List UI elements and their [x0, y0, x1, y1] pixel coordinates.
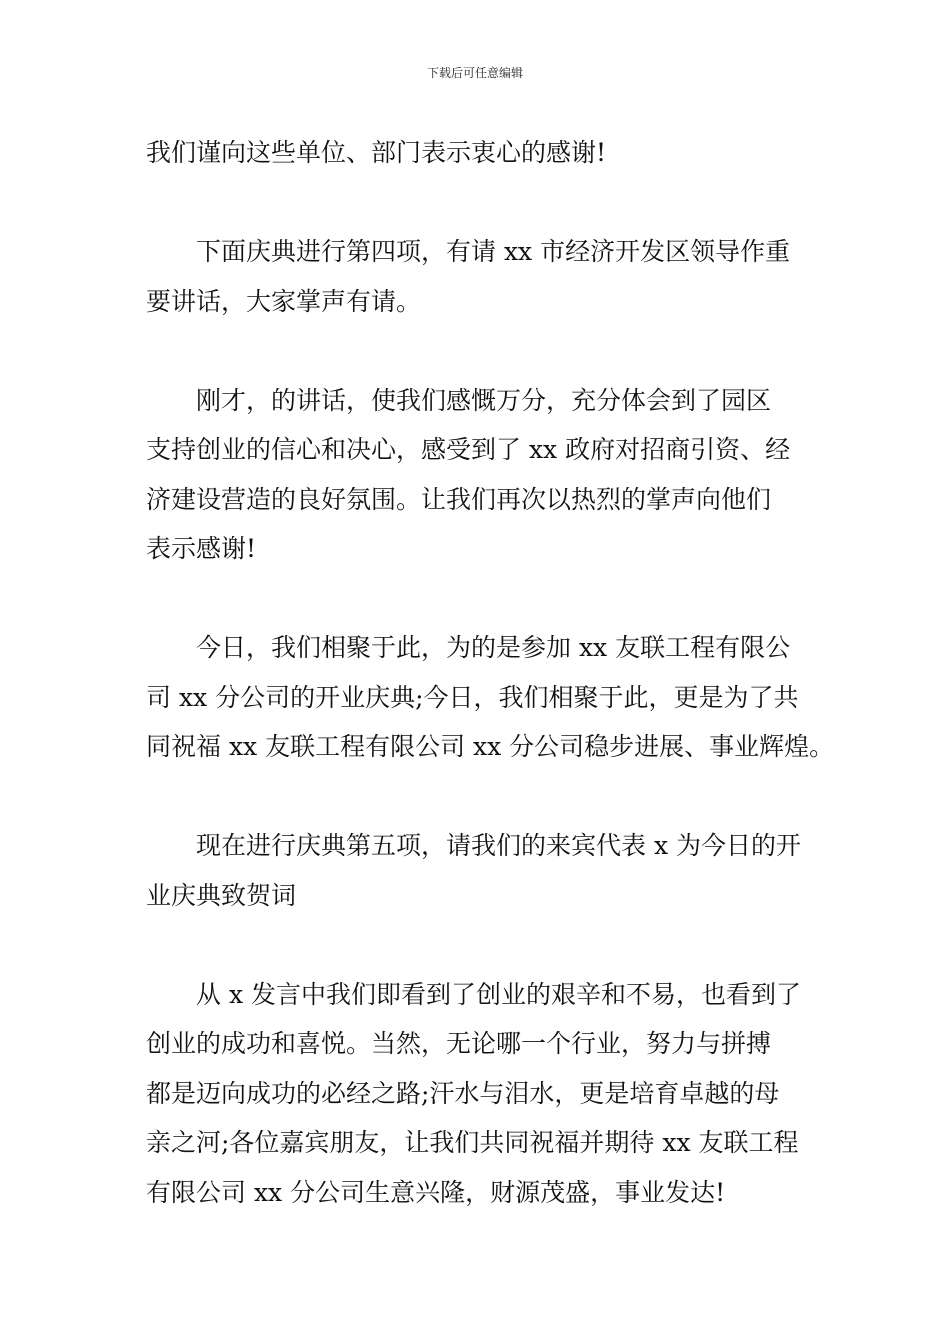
paragraph-4 [146, 623, 835, 772]
paragraph-1 [146, 128, 816, 178]
page-header [0, 64, 950, 82]
text-line: 下面庆典进行第四项，有请 xx 市经济开发区领导作重 [196, 237, 791, 266]
paragraph-5 [146, 821, 816, 920]
text-line: 创业的成功和喜悦。当然，无论哪一个行业，努力与拼搏 [146, 1029, 772, 1058]
text-line: 业庆典致贺词 [146, 880, 297, 910]
paragraph-3 [146, 376, 816, 574]
text-line: 支持创业的信心和决心，感受到了 xx 政府对招商引资、经 [146, 435, 791, 464]
text-line: 今日，我们相聚于此，为的是参加 xx 友联工程有限公 [196, 633, 791, 662]
paragraph-gap [146, 772, 816, 822]
text-line: 刚才，的讲话，使我们感慨万分，充分体会到了园区 [196, 385, 772, 415]
document-body [146, 128, 835, 1217]
text-line: 我们谨向这些单位、部门表示衷心的感谢! [146, 138, 607, 167]
paragraph-gap [146, 574, 816, 624]
text-line: 现在进行庆典第五项，请我们的来宾代表 x 为今日的开 [196, 831, 801, 860]
header-note: 下载后可任意编辑 [426, 66, 523, 80]
text-line: 同祝福 xx 友联工程有限公司 xx 分公司稳步进展、事业辉煌。 [146, 732, 835, 761]
paragraph-gap [146, 326, 816, 376]
paragraph-gap [146, 178, 816, 228]
text-line: 都是迈向成功的必经之路;汗水与泪水，更是培育卓越的母 [146, 1078, 780, 1108]
text-line: 亲之河;各位嘉宾朋友，让我们共同祝福并期待 xx 友联工程 [146, 1128, 799, 1157]
paragraph-gap [146, 920, 816, 970]
paragraph-2 [146, 227, 816, 326]
paragraph-6 [146, 970, 816, 1218]
text-line: 济建设营造的良好氛围。让我们再次以热烈的掌声向他们 [146, 484, 772, 514]
text-line: 有限公司 xx 分公司生意兴隆，财源茂盛，事业发达! [146, 1177, 726, 1207]
text-line: 司 xx 分公司的开业庆典;今日，我们相聚于此，更是为了共 [146, 682, 799, 712]
text-line: 要讲话，大家掌声有请。 [146, 286, 422, 316]
text-line: 从 x 发言中我们即看到了创业的艰辛和不易，也看到了 [196, 979, 801, 1009]
text-line: 表示感谢! [146, 534, 257, 563]
